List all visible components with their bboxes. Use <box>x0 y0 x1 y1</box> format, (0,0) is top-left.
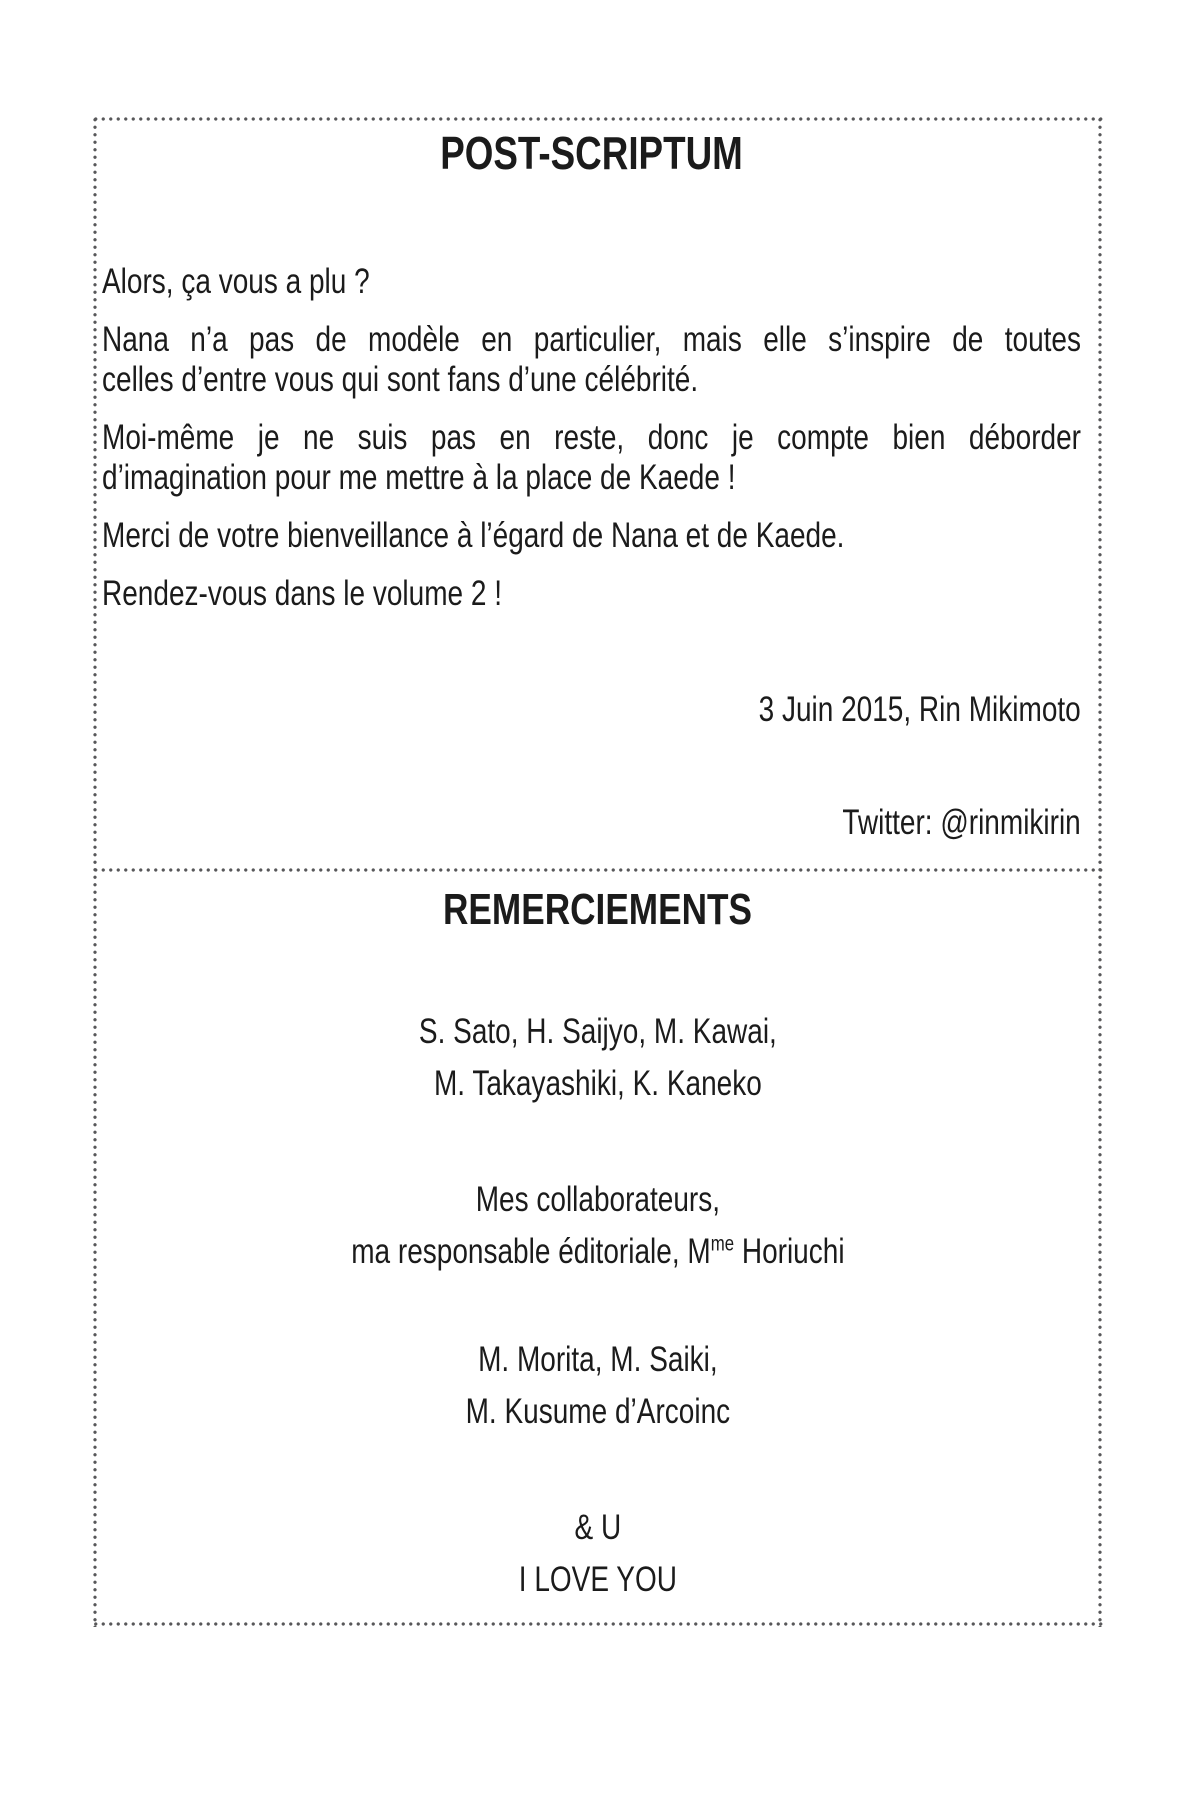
credits-text: M. Morita, M. Saiki, <box>477 1340 718 1379</box>
text-line: celles d’entre vous qui sont fans d’une célébrité. <box>102 360 699 399</box>
credits-text: ma responsable éditoriale, M <box>350 1232 711 1271</box>
credits-text: S. Sato, H. Saijyo, M. Kawai, <box>418 1012 777 1051</box>
credits-line <box>108 1386 1087 1438</box>
credits-text: Mes collaborateurs, <box>475 1180 720 1219</box>
credits-line <box>108 1226 1087 1278</box>
remerciements-section <box>92 869 1103 1627</box>
superscript-text: me <box>710 1232 734 1256</box>
remerciements-title: REMERCIEMENTS <box>443 885 752 934</box>
credits-text: M. Kusume d’Arcoinc <box>465 1392 730 1431</box>
post-scriptum-title: POST-SCRIPTUM <box>440 127 743 179</box>
text-line: Rendez-vous dans le volume 2 ! <box>102 574 502 613</box>
credits-line <box>108 1502 1087 1554</box>
credits-line <box>108 1174 1087 1226</box>
credits-group <box>108 1334 1087 1438</box>
text-line: Moi-même je ne suis pas en reste, donc je compte bien déborder <box>102 418 1081 457</box>
credits-line <box>108 1006 1087 1058</box>
paragraph <box>102 262 1081 302</box>
paragraph <box>102 320 1081 400</box>
paragraph <box>102 418 1081 498</box>
remerciements-groups <box>108 1006 1087 1606</box>
text-line: Nana n’a pas de modèle en particulier, mais elle s’inspire de toutes <box>102 320 1081 359</box>
credits-line <box>108 1554 1087 1606</box>
text-line: d’imagination pour me mettre à la place de Kaede ! <box>102 458 736 497</box>
post-scriptum-paragraphs <box>102 262 1081 614</box>
text-line: Merci de votre bienveillance à l’égard de Nana et de Kaede. <box>102 516 845 555</box>
text-line: Alors, ça vous a plu ? <box>102 262 370 301</box>
post-scriptum-section <box>92 116 1103 869</box>
afterword-box <box>92 116 1103 1627</box>
credits-text: & U <box>574 1508 621 1547</box>
paragraph <box>102 574 1081 614</box>
credits-text: I LOVE YOU <box>518 1560 677 1599</box>
credits-text: M. Takayashiki, K. Kaneko <box>433 1064 762 1103</box>
paragraph <box>102 516 1081 556</box>
signature-line: 3 Juin 2015, Rin Mikimoto <box>758 690 1081 729</box>
credits-line <box>108 1058 1087 1110</box>
twitter-handle-line: Twitter: @rinmikirin <box>842 803 1081 842</box>
credits-group <box>108 1006 1087 1110</box>
credits-line <box>108 1334 1087 1386</box>
credits-group <box>108 1502 1087 1606</box>
credits-text: Horiuchi <box>733 1232 845 1271</box>
credits-group <box>108 1174 1087 1278</box>
